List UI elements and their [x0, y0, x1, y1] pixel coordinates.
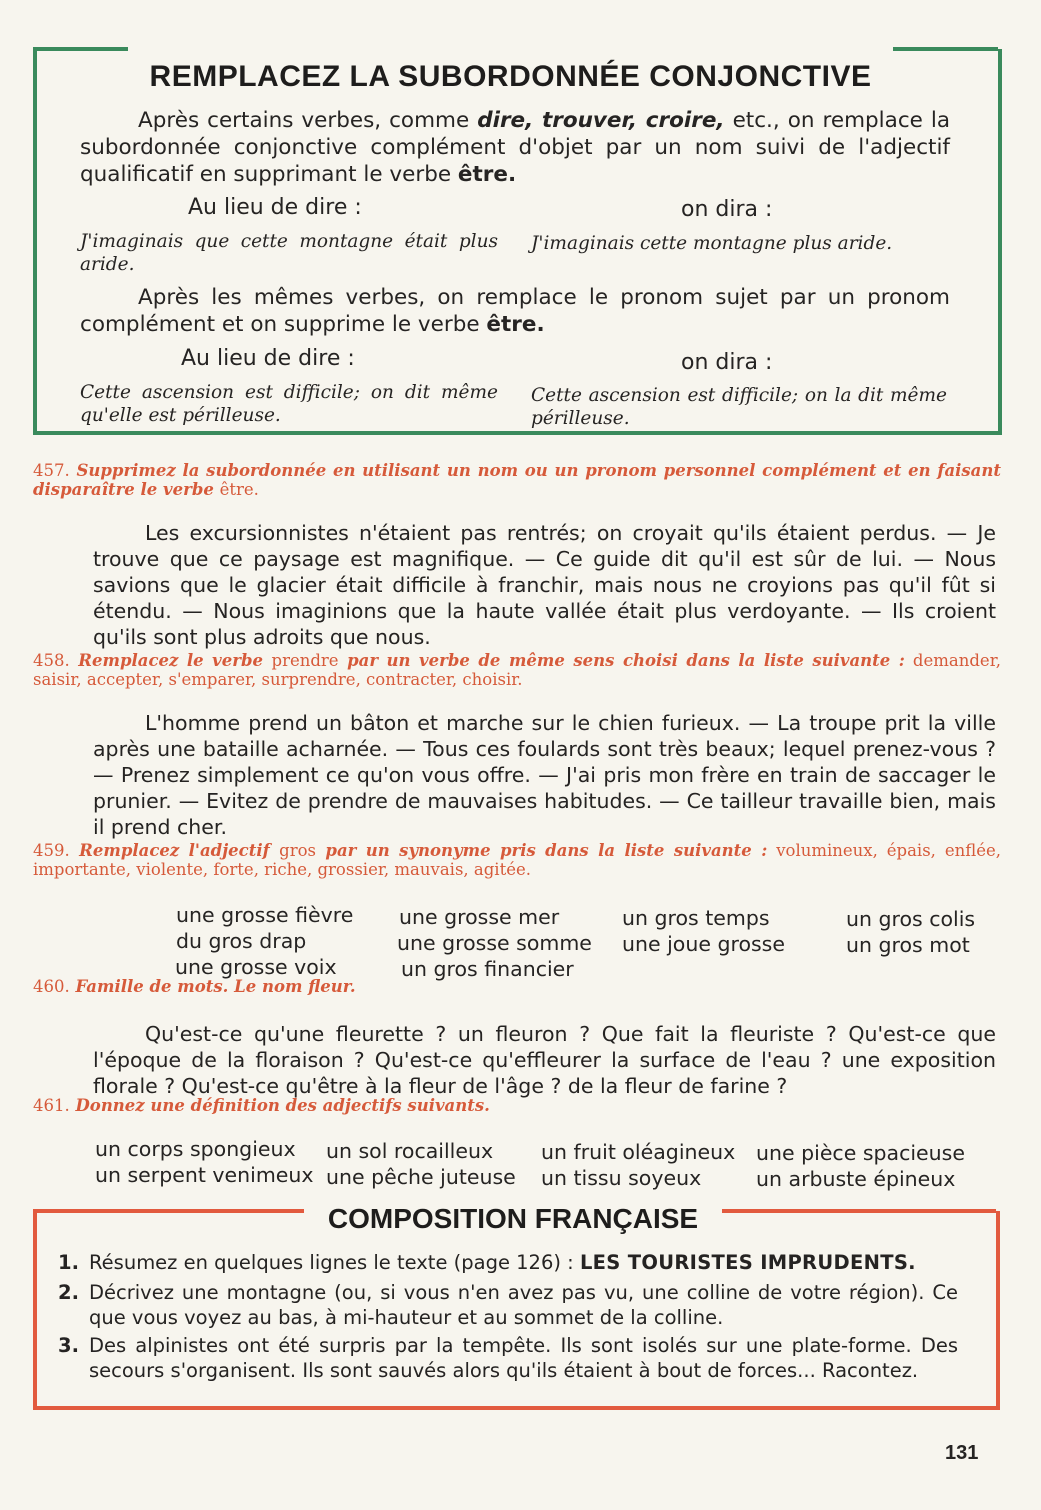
composition-item-text: Décrivez une montagne (ou, si vous n'en avez pas vu, une colline de votre région). Ce que vous voyez au bas, à mi-hauteur et au sommet de la colline. [89, 1281, 958, 1329]
exercise-459-list: volumineux, épais, enflée, importante, violente, forte, riche, grossier, mauvais, agitée. [33, 841, 1002, 879]
rule-paragraph-2 [80, 284, 950, 338]
composition-item-number: 2. [58, 1281, 79, 1304]
composition-item-text: Résumez en quelques lignes le texte (page 126) : [89, 1251, 580, 1274]
rule-p2-text: Après les mêmes verbes, on remplace le pronom sujet par un pronom complément et on supprime le verbe [80, 285, 950, 337]
example-2-before: Cette ascension est difficile; on dit même qu'elle est périlleuse. [80, 382, 498, 426]
exercise-460-instruction [33, 977, 1001, 996]
composition-item-3 [58, 1333, 958, 1383]
exercise-459-instruction-b: par un synonyme pris dans la liste suivante : [316, 841, 768, 860]
exercise-457-instruction-text: Supprimez la subordonnée en utilisant un nom ou un pronom personnel complément et en faisant disparaître le verbe [33, 461, 1001, 499]
rule-p1-etre: être. [457, 162, 517, 187]
exercise-458-instruction-a: Remplacez le verbe [78, 651, 272, 670]
exercise-459-instruction [33, 841, 1001, 879]
exercise-459-number: 459. [33, 841, 70, 860]
exercise-458-word: prendre [271, 651, 339, 670]
list-item: une grosse somme [397, 931, 592, 955]
list-item: un serpent venimeux [95, 1163, 314, 1187]
label-instead-of: Au lieu de dire : [188, 195, 362, 220]
exercise-457-word: être. [219, 480, 259, 499]
composition-item-text: Des alpinistes ont été surpris par la tempête. Ils sont isolés sur une plate-forme. Des secours s'organisent. Ils sont sauvés alors qu'ils étaient à bout de forces... Racontez. [89, 1334, 958, 1382]
exercise-458-instruction [33, 651, 1001, 689]
list-item: un fruit oléagineux [541, 1140, 736, 1164]
composition-item-1 [58, 1250, 958, 1275]
list-item: un sol rocailleux [326, 1139, 494, 1163]
rule-p2-etre: être. [486, 312, 545, 337]
composition-title: COMPOSITION FRANÇAISE [327, 1203, 699, 1234]
composition-item-2 [58, 1280, 958, 1330]
exercise-460-body: Qu'est-ce qu'une fleurette ? un fleuron ? Que fait la fleuriste ? Qu'est-ce que l'époque de la floraison ? Qu'est-ce qu'effleurer la surface de l'eau ? une exposition florale ? Qu'est-ce qu'être à la fleur de l'âge ? de la fleur de farine ? [93, 1022, 996, 1098]
exercise-460-instruction-text: Famille de mots. Le nom fleur. [75, 977, 356, 996]
exercise-457-body: Les excursionnistes n'étaient pas rentrés; on croyait qu'ils étaient perdus. — Je trouve que ce paysage est magnifique. — Ce guide dit qu'il est sûr de lui. — Nous savions que le glacier était difficile à franchir, mais nous ne croyions pas qu'il fût si étendu. — Nous imaginions que la haute vallée était plus verdoyante. — Ils croient qu'ils sont plus adroits que nous. [93, 521, 996, 649]
list-item: une grosse voix [175, 955, 337, 979]
exercise-458-instruction-b: par un verbe de même sens choisi dans la liste suivante : [338, 651, 905, 670]
exercise-458-body: L'homme prend un bâton et marche sur le chien furieux. — La troupe prit la ville après une bataille acharnée. — Tous ces foulards sont très beaux; lequel prenez-vous ? — Prenez simplement ce qu'on vous offre. — J'ai pris mon frère en train de saccager le prunier. — Evitez de prendre de mauvaises habitudes. — Ce tailleur travaille bien, mais il prend cher. [93, 711, 996, 839]
list-item: un corps spongieux [95, 1137, 296, 1161]
list-item: un tissu soyeux [541, 1166, 702, 1190]
exercise-461-instruction-text: Donnez une définition des adjectifs suivants. [75, 1096, 490, 1115]
list-item: une pièce spacieuse [756, 1141, 965, 1165]
composition-item-title: LES TOURISTES IMPRUDENTS. [579, 1251, 916, 1274]
list-item: un gros colis [846, 907, 976, 931]
rule-box-title: REMPLACEZ LA SUBORDONNÉE CONJONCTIVE [149, 60, 872, 93]
exercise-461-number: 461. [33, 1096, 70, 1115]
exercise-458-text [93, 710, 996, 840]
exercise-459-word: gros [279, 841, 316, 860]
label-one-says-2: on dira : [681, 350, 773, 375]
example-1-before: J'imaginais que cette montagne était plus aride. [80, 231, 498, 275]
exercise-459-instruction-a: Remplacez l'adjectif [79, 841, 280, 860]
exercise-457-number: 457. [33, 461, 70, 480]
list-item: une grosse fièvre [176, 903, 354, 927]
page-number: 131 [945, 1442, 979, 1464]
exercise-460-text [93, 1021, 996, 1099]
composition-item-number: 1. [58, 1251, 79, 1274]
list-item: du gros drap [176, 929, 307, 953]
list-item: un gros mot [846, 933, 970, 957]
list-item: un arbuste épineux [756, 1167, 956, 1191]
exercise-458-number: 458. [33, 651, 70, 670]
list-item: une joue grosse [622, 932, 785, 956]
exercise-461-instruction [33, 1096, 1001, 1115]
rule-p1-verbs: dire, trouver, croire, [477, 108, 725, 133]
list-item: une pêche juteuse [326, 1165, 516, 1189]
exercise-457-text [93, 520, 996, 650]
list-item: un gros financier [401, 957, 574, 981]
rule-p1-text-b: etc., on remplace la subordonnée conjonctive complément d'objet par un nom suivi de l'adjectif qualificatif en supprimant le verbe [80, 108, 951, 187]
example-2-after: Cette ascension est difficile; on la dit même périlleuse. [531, 385, 947, 429]
composition-item-number: 3. [58, 1334, 79, 1357]
list-item: une grosse mer [399, 905, 560, 929]
rule-paragraph-1 [80, 107, 950, 188]
exercise-457-instruction [33, 461, 1001, 499]
rule-p1-text-a: Après certains verbes, comme [138, 108, 478, 133]
list-item: un gros temps [622, 906, 770, 930]
exercise-460-number: 460. [33, 977, 70, 996]
label-instead-of-2: Au lieu de dire : [181, 346, 355, 371]
label-one-says: on dira : [681, 197, 773, 222]
exercise-458-list: demander, saisir, accepter, s'emparer, surprendre, contracter, choisir. [33, 651, 1002, 689]
example-1-after: J'imaginais cette montagne plus aride. [531, 233, 893, 254]
